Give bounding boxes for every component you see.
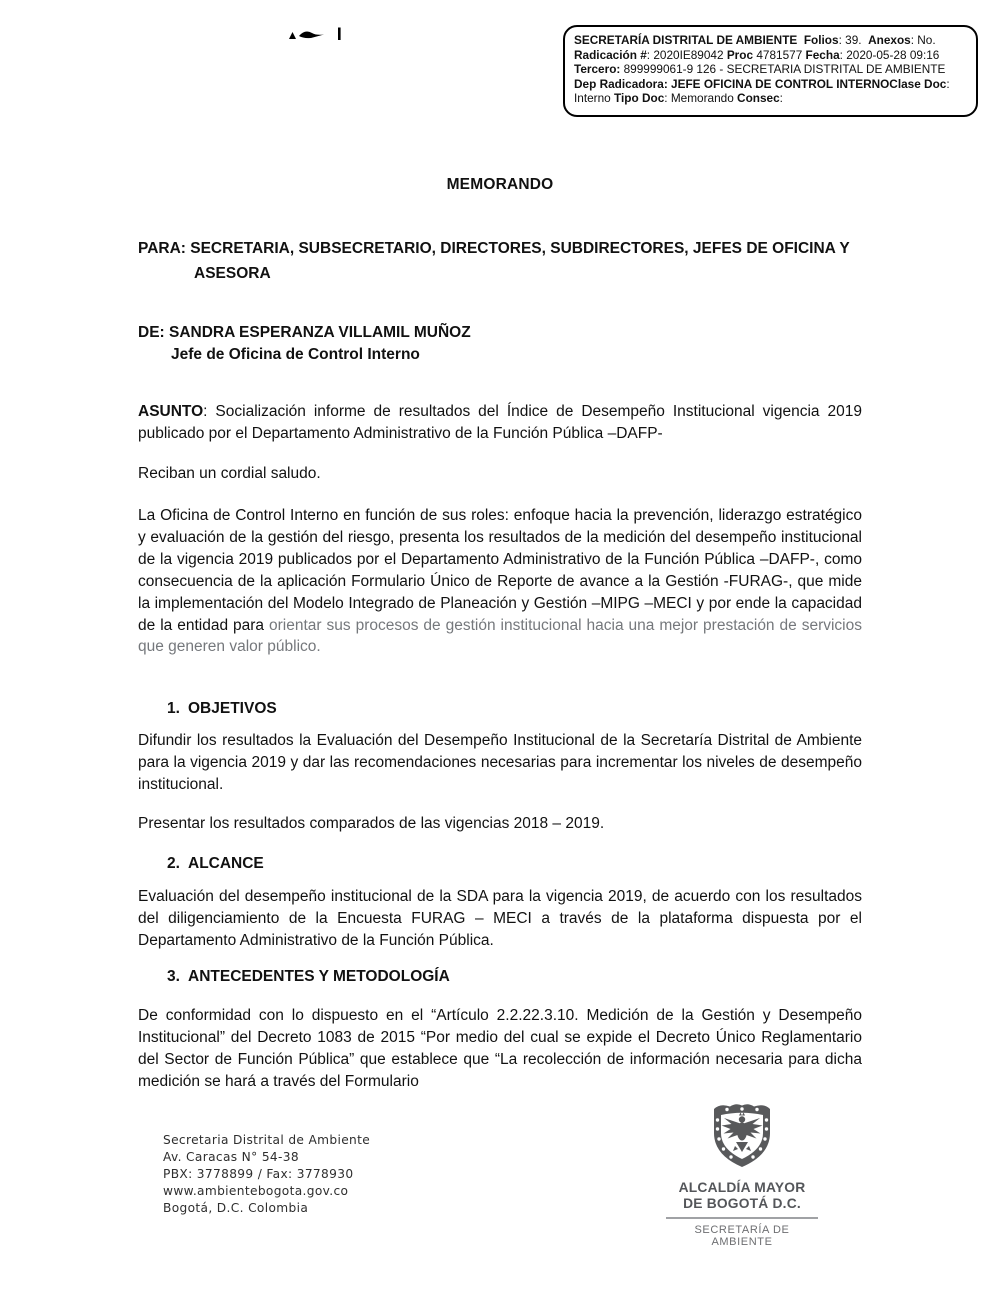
doc-title: MEMORANDO [446, 176, 554, 193]
stamp-anexos-value: : No. [910, 33, 936, 47]
antecedentes-paragraph-1: De conformidad con lo dispuesto en el “Artículo 2.2.22.3.10. Medición de la Gestión y Desempeño Institucional” del Decreto 1083 de 2015 “Por medio del cual se expide el Decreto Único Reglamentario del Sector de Función Pública” que establece que “La recolección de información necesaria para dicha medición se hará a través del Formulario [138, 1007, 862, 1090]
sender-role: Jefe de Oficina de Control Interno [171, 345, 420, 363]
stamp-clase-value: Interno [574, 91, 615, 106]
recipient-block [138, 236, 862, 286]
stamp-radicacion-label: Radicación # [574, 47, 647, 62]
section-title: OBJETIVOS [188, 700, 277, 717]
footer-logo-block [666, 1100, 818, 1248]
stamp-line-2 [574, 48, 967, 63]
stamp-clase-label: Clase Doc [889, 76, 947, 91]
section-heading-alcance [138, 855, 862, 873]
objetivos-paragraph-1: Difundir los resultados la Evaluación del Desempeño Institucional de la Secretaría Distrital de Ambiente para la vigencia 2019 y dar las recomendaciones necesarias para incrementar los niveles de desempeño institucional. [138, 732, 862, 793]
footer-logo-line2: DE BOGOTÁ D.C. [683, 1195, 801, 1211]
intro-gray-text: orientar sus procesos de gestión institucional hacia una mejor prestación de servicios que generen valor público. [138, 616, 862, 656]
sender-name: SANDRA ESPERANZA VILLAMIL MUÑOZ [169, 324, 471, 341]
footer-address-line: Av. Caracas N° 54-38 [163, 1150, 299, 1164]
section-heading-antecedentes [138, 968, 862, 986]
section-number: 1. [167, 700, 180, 717]
stamp-radicacion-value: : 2020IE89042 [646, 47, 727, 62]
footer-address-block [163, 1132, 370, 1217]
footer-website[interactable]: www.ambientebogota.gov.co [163, 1184, 349, 1198]
stamp-anexos-label: Anexos [868, 33, 911, 47]
stamp-line-1 [574, 33, 967, 48]
sender-block [138, 322, 862, 365]
sender-name-line [138, 322, 862, 344]
recipient-value: SECRETARIA, SUBSECRETARIO, DIRECTORES, SUBDIRECTORES, JEFES DE OFICINA Y ASESORA [190, 240, 850, 282]
stamp-folios-label: Folios [803, 33, 839, 47]
footer-logo-line3: SECRETARÍA DE AMBIENTE [694, 1224, 790, 1248]
stamp-tipo-value: : Memorando [664, 91, 738, 106]
stamp-fecha-value: : 2020-05-28 09:16 [839, 47, 940, 62]
stamp-clase-colon: : [946, 76, 950, 91]
truncated-logo-mark [286, 26, 344, 44]
stamp-fecha-label: Fecha [805, 47, 840, 62]
logo-fragment-shapes [286, 26, 344, 44]
stamp-consec-value: : [779, 91, 783, 106]
recipient-label: PARA: [138, 240, 191, 257]
bogota-coat-of-arms-icon [706, 1100, 778, 1170]
subject-paragraph [138, 401, 862, 445]
stamp-proc-value: 4781577 [753, 47, 806, 62]
stamp-dep-value: JEFE OFICINA DE CONTROL INTERNO [671, 76, 890, 91]
stamp-proc-label: Proc [726, 47, 754, 62]
section-title: ALCANCE [188, 855, 264, 872]
section-title: ANTECEDENTES Y METODOLOGÍA [188, 968, 450, 985]
footer-address-line: Bogotá, D.C. Colombia [163, 1201, 309, 1215]
footer-logo-divider [666, 1217, 818, 1219]
section-number: 3. [167, 968, 180, 985]
footer-address-line: Secretaria Distrital de Ambiente [163, 1133, 371, 1147]
stamp-tipo-label: Tipo Doc [614, 91, 665, 106]
alcance-paragraph-1: Evaluación del desempeño institucional de la SDA para la vigencia 2019, de acuerdo con los resultados del diligenciamiento de la Encuesta FURAG – MECI a través de la plataforma dispuesta por el Departamento Administrativo de la Función Pública. [138, 888, 862, 949]
greeting-line: Reciban un cordial saludo. [138, 465, 321, 482]
stamp-dep-label: Dep Radicadora: [574, 76, 672, 91]
section-heading-objetivos [138, 700, 862, 718]
footer-logo-line1: ALCALDÍA MAYOR [678, 1180, 806, 1195]
stamp-line-3 [574, 62, 967, 77]
sender-label: DE: [138, 324, 169, 341]
stamp-line-5 [574, 91, 967, 106]
intro-black-text: La Oficina de Control Interno en función de sus roles: enfoque hacia la prevención, liderazgo estratégico y evaluación de la gestión del riesgo, presenta los resultados de la medición del desempeño institucional de la vigencia 2019 publicados por el Departamento Administrativo de la Función Pública –DAFP-, como consecuencia de la aplicación Formulario Único de Reporte de avance a la Gestión -FURAG-, que mide la implementación del Modelo Integrado de Planeación y Gestión –MIPG –MECI y por ende la capacidad de la entidad para [138, 507, 862, 634]
objetivos-paragraph-2: Presentar los resultados comparados de las vigencias 2018 – 2019. [138, 815, 605, 832]
stamp-tercero-value: 899999061-9 126 - SECRETARIA DISTRITAL DE AMBIENTE [620, 62, 946, 77]
subject-label: ASUNTO [138, 403, 204, 420]
stamp-folios-value: : 39. [838, 33, 865, 47]
stamp-line-4 [574, 77, 967, 92]
stamp-entity: SECRETARÍA DISTRITAL DE AMBIENTE [574, 33, 798, 47]
radicado-stamp-box [563, 25, 978, 117]
stamp-consec-label: Consec [737, 91, 780, 106]
subject-value: : Socialización informe de resultados del Índice de Desempeño Institucional vigencia 2019 publicado por el Departamento Administrativo de la Función Pública –DAFP- [138, 403, 862, 442]
footer-address-line: PBX: 3778899 / Fax: 3778930 [163, 1167, 354, 1181]
section-number: 2. [167, 855, 180, 872]
stamp-tercero-label: Tercero: [574, 62, 621, 77]
intro-paragraph [138, 505, 862, 658]
